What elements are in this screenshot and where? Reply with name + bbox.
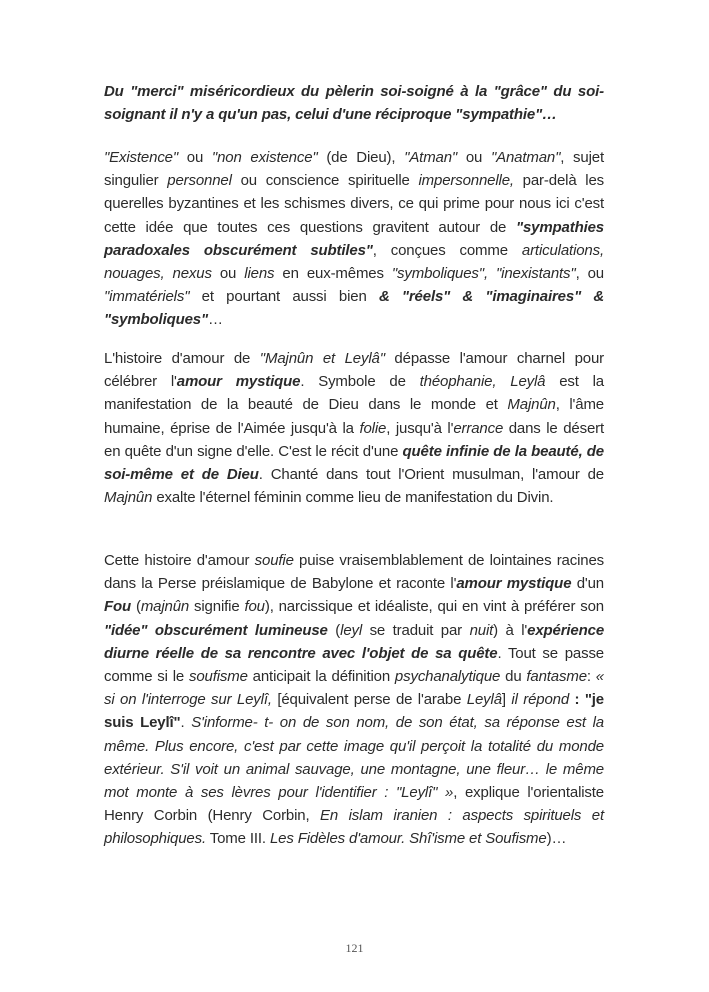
- text-run: . Symbole de: [300, 373, 420, 391]
- text-run: "symboliques", "inexistants": [391, 265, 576, 283]
- paragraph-3: [104, 347, 604, 509]
- text-run: Majnûn: [507, 396, 556, 414]
- text-run: il répond: [511, 691, 570, 709]
- text-run: "idée" obscurément lumineuse: [104, 621, 328, 639]
- text-run: ou: [457, 149, 491, 166]
- text-run: majnûn: [140, 598, 190, 616]
- text-run: :: [569, 691, 585, 709]
- text-run: « si on l'interroge sur Leylî,: [104, 668, 604, 709]
- text-run: est la manifestation de la beauté de Dieu dans le monde et: [104, 373, 605, 414]
- text-run: théophanie, Leylâ: [419, 373, 546, 391]
- text-run: dépasse l'amour charnel pour célébrer l': [104, 350, 604, 391]
- text-run: , conçues comme: [372, 241, 522, 259]
- text-run: expérience diurne réelle de sa rencontre avec l'objet de sa quête: [104, 621, 605, 662]
- text-run: . Tout se passe comme si le: [104, 644, 604, 686]
- text-run: nuit: [469, 621, 494, 639]
- text-run: dans le désert en quête d'un signe d'elle. C'est le récit d'une: [104, 419, 604, 460]
- text-run: (: [327, 621, 341, 639]
- text-run: & "réels" & "imaginaires" & "symboliques": [104, 288, 605, 329]
- text-run: soufisme: [188, 668, 248, 686]
- text-run: .: [180, 714, 192, 732]
- text-run: liens: [244, 265, 275, 283]
- text-run: par-delà les querelles byzantines et les schismes divers, ce qui prime pour nous ici c'est cette idée que toutes ces questions gravitent autour de: [104, 172, 604, 236]
- text-run: (de Dieu),: [317, 149, 405, 166]
- text-run: "Atman": [404, 149, 458, 166]
- text-run: exalte l'éternel féminin comme lieu de manifestation du Divin.: [152, 489, 554, 507]
- text-run: ) à l': [493, 621, 528, 639]
- text-run: ou conscience spirituelle: [231, 172, 419, 190]
- text-run: fantasme: [526, 668, 587, 686]
- text-run: Tome III.: [206, 830, 270, 848]
- text-run: Cette histoire d'amour: [104, 552, 255, 569]
- text-run: ), narcissique et idéaliste, qui en vint à préférer son: [264, 598, 604, 616]
- text-run: :: [586, 668, 596, 686]
- paragraph-4: [104, 549, 604, 851]
- text-run: , l'âme humaine, éprise de l'Aimée jusqu'à la: [104, 396, 604, 437]
- text-run: en eux-mêmes: [274, 265, 392, 283]
- text-run: "je suis Leylî": [104, 691, 604, 732]
- text-run: fou: [244, 598, 265, 616]
- text-run: Majnûn: [104, 489, 153, 507]
- text-run: Leylâ: [466, 691, 502, 709]
- text-run: et pourtant aussi bien: [189, 288, 379, 306]
- text-run: quête infinie de la beauté, de soi-même et de Dieu: [104, 442, 605, 484]
- text-run: Les Fidèles d'amour. Shî'isme et Soufisme: [269, 830, 547, 848]
- text-run: "Existence": [104, 149, 179, 166]
- paragraph-1: [104, 80, 604, 126]
- text-run: S'informe- t- on de son nom, de son état, sa réponse est la même. Plus encore, c'est par cette image qu'il perçoit la totalité du monde extérieur. S'il voit un animal sauvage, une montagne, une fleur… le même mot monte à ses lèvres pour l'identifier : "Leylî" »: [104, 714, 604, 802]
- text-run: , jusqu'à l': [386, 419, 454, 437]
- text-run: soufie: [254, 552, 294, 569]
- text-run: "Anatman": [490, 149, 561, 166]
- text-run: "non existence": [211, 149, 318, 166]
- text-run: d'un: [571, 575, 604, 593]
- text-run: signifie: [189, 598, 245, 616]
- text-run: )…: [546, 830, 567, 848]
- text-run: du: [500, 668, 527, 686]
- text-run: (: [131, 598, 141, 616]
- page-number: 121: [345, 941, 364, 955]
- text-run: folie: [359, 419, 387, 437]
- text-run: puise vraisemblablement de lointaines racines dans la Perse préislamique de Babylone et raconte l': [104, 552, 605, 593]
- text-run: [équivalent perse de l'arabe: [271, 691, 467, 709]
- text-run: psychanalytique: [394, 668, 501, 686]
- text-run: En islam iranien : aspects spirituels et philosophiques.: [104, 807, 604, 848]
- text-run: anticipait la définition: [247, 668, 395, 686]
- text-run: "Majnûn et Leylâ": [259, 350, 385, 367]
- text-run: leyl: [340, 621, 363, 639]
- text-run: amour mystique: [456, 575, 572, 593]
- text-run: , sujet singulier: [104, 149, 604, 190]
- paragraph-2: [104, 146, 604, 332]
- text-run: ]: [501, 691, 512, 709]
- text-run: , explique l'orientaliste Henry Corbin (Henry Corbin,: [104, 784, 604, 825]
- text-run: impersonnelle,: [418, 172, 514, 190]
- text-run: Du "merci" miséricordieux du pèlerin soi-soigné à la "grâce" du soi-soignant il n'y a qu'un pas, celui d'une réciproque "sympathie"…: [104, 83, 604, 124]
- text-run: se traduit par: [362, 621, 470, 639]
- text-run: . Chanté dans tout l'Orient musulman, l'amour de: [258, 466, 604, 484]
- text-run: Fou: [104, 598, 132, 616]
- text-run: "sympathies paradoxales obscurément subtiles": [104, 218, 604, 259]
- text-run: …: [207, 311, 223, 329]
- text-run: "immatériels": [104, 288, 190, 306]
- text-run: ou: [211, 265, 245, 283]
- text-run: L'histoire d'amour de: [104, 350, 260, 367]
- text-run: personnel: [167, 172, 232, 190]
- text-run: errance: [453, 419, 504, 437]
- text-run: , ou: [575, 265, 604, 283]
- text-run: ou: [178, 149, 212, 166]
- text-run: articulations, nouages, nexus: [104, 241, 604, 283]
- text-run: amour mystique: [176, 373, 301, 391]
